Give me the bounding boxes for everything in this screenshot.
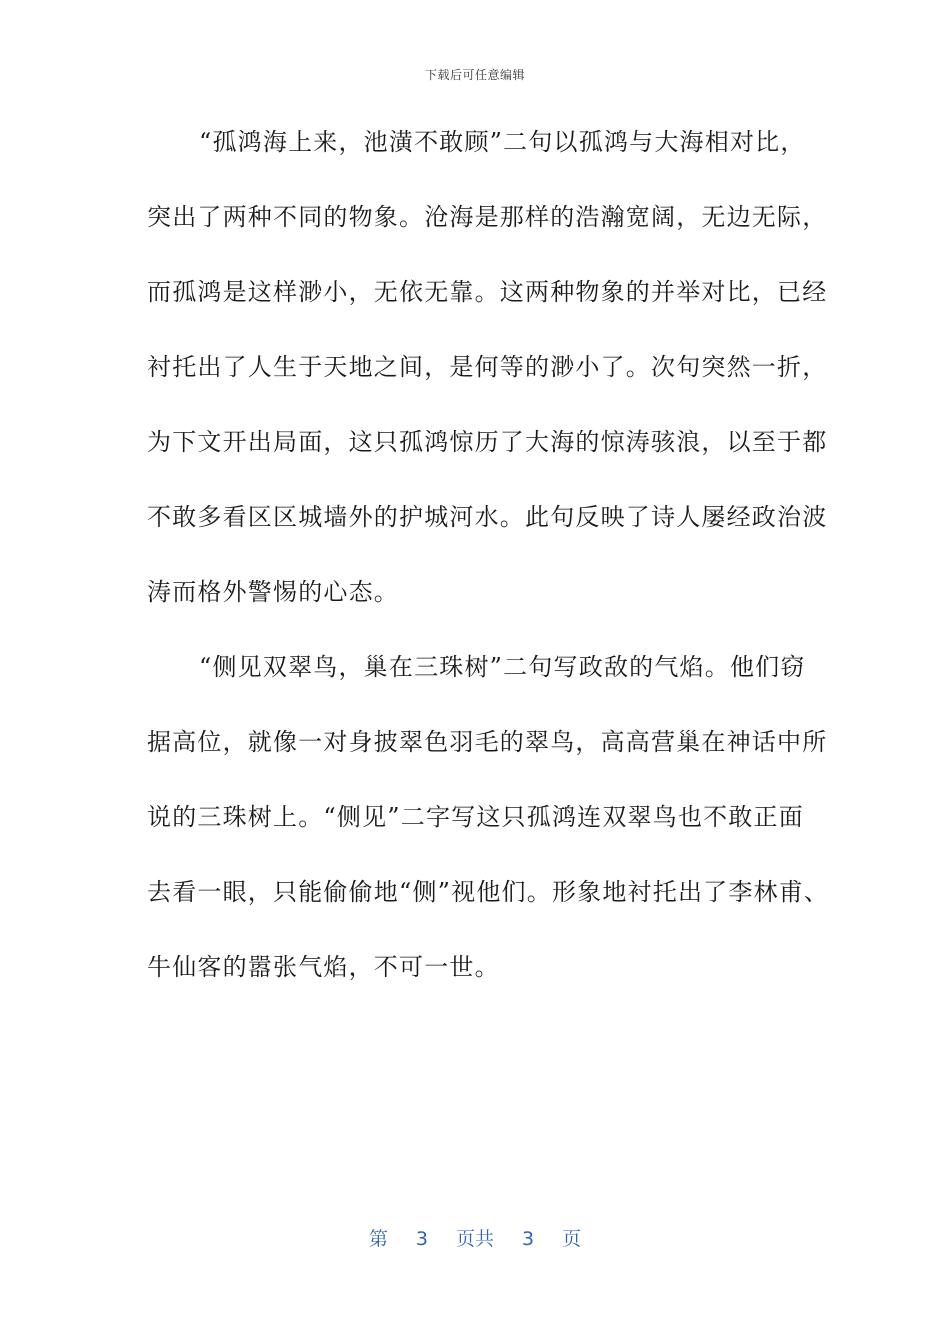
paragraph-1-line-4: 衬托出了人生于天地之间，是何等的渺小了。次句突然一折， — [147, 353, 828, 381]
paragraph-2-line-3: 说的三珠树上。“侧见”二字写这只孤鸿连双翠鸟也不敢正面 — [147, 803, 804, 831]
paragraph-1-line-2: 突出了两种不同的物象。沧海是那样的浩瀚宽阔，无边无际， — [147, 203, 828, 231]
paragraph-1-line-7: 涛而格外警惕的心态。 — [147, 578, 399, 606]
paragraph-2-line-2: 据高位，就像一对身披翠色羽毛的翠鸟，高高营巢在神话中所 — [147, 728, 828, 756]
footer-total-pages: 3 — [522, 1228, 535, 1250]
page-footer — [0, 1224, 950, 1251]
document-body — [147, 118, 830, 1018]
paragraph-1-line-1: “孤鸿海上来，池潢不敢顾”二句以孤鸿与大海相对比， — [199, 128, 806, 156]
paragraph-1-line-5: 为下文开出局面，这只孤鸿惊历了大海的惊涛骇浪，以至于都 — [147, 428, 828, 456]
page-header: 下载后可任意编辑 — [424, 68, 525, 82]
footer-middle: 页共 — [455, 1228, 494, 1250]
paragraph-2-line-5: 牛仙客的嚣张气焰，不可一世。 — [147, 953, 500, 981]
paragraph-1-line-6: 不敢多看区区城墙外的护城河水。此句反映了诗人屡经政治波 — [147, 503, 828, 531]
footer-suffix: 页 — [562, 1228, 582, 1250]
paragraph-2-line-1: “侧见双翠鸟，巢在三珠树”二句写政敌的气焰。他们窃 — [199, 653, 806, 681]
footer-current-page: 3 — [415, 1228, 428, 1250]
paragraph-1-line-3: 而孤鸿是这样渺小，无依无靠。这两种物象的并举对比，已经 — [147, 278, 828, 306]
paragraph-2-line-4: 去看一眼，只能偷偷地“侧”视他们。形象地衬托出了李林甫、 — [147, 878, 830, 906]
footer-prefix: 第 — [368, 1228, 388, 1250]
